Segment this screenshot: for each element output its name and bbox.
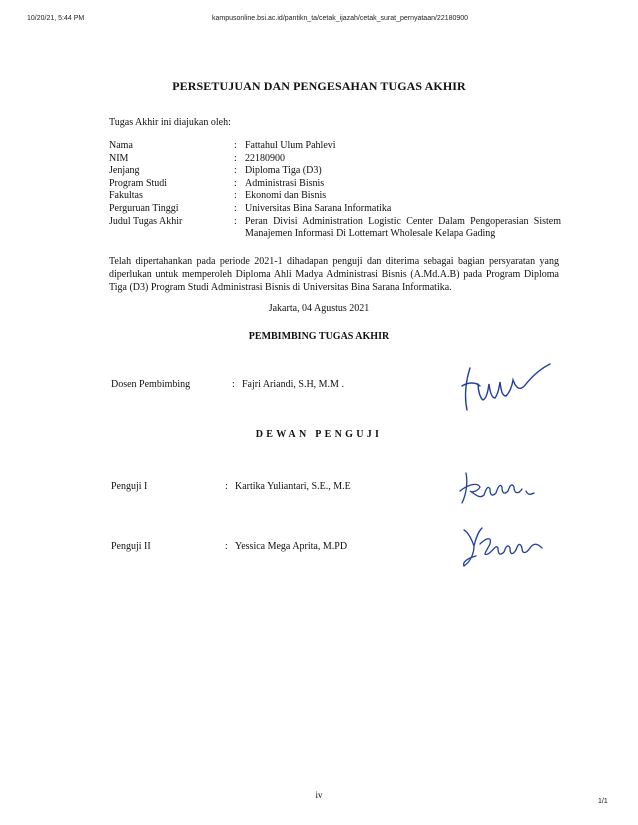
intro-text: Tugas Akhir ini diajukan oleh: xyxy=(109,117,231,128)
examiners-heading: DEWAN PENGUJI xyxy=(255,429,383,440)
examiner-row-2 xyxy=(111,541,347,552)
document-title: PERSETUJUAN DAN PENGESAHAN TUGAS AKHIR xyxy=(172,79,466,93)
field-colon: : xyxy=(234,152,237,164)
field-label: Fakultas xyxy=(109,190,143,202)
field-row-nama xyxy=(109,140,561,153)
field-label: Jenjang xyxy=(109,165,140,177)
field-row-program-studi xyxy=(109,178,561,191)
page-indicator: 1/1 xyxy=(598,798,608,805)
examiner-1-signature xyxy=(456,469,538,507)
field-value: Universitas Bina Sarana Informatika xyxy=(245,202,392,214)
defense-paragraph: Telah dipertahankan pada periode 2021-1 dihadapan penguji dan diterima sebagai bagian persyaratan yang diperlukan untuk memperoleh Diploma Ahli Madya Administrasi Bisnis (A.Md.A.B) pada Program Diploma Tiga (D3) Program Studi Administrasi Bisnis di Universitas Bina Sarana Informatika. xyxy=(109,256,559,293)
field-colon: : xyxy=(234,165,237,177)
advisor-label: Dosen Pembimbing xyxy=(111,379,191,390)
place-date: Jakarta, 04 Agustus 2021 xyxy=(268,303,370,314)
field-label: NIM xyxy=(109,152,129,164)
examiner-colon: : xyxy=(225,481,228,492)
field-row-judul xyxy=(109,216,561,241)
advisor-heading: PEMBIMBING TUGAS AKHIR xyxy=(248,331,390,342)
field-label: Perguruan Tinggi xyxy=(109,202,179,214)
field-label: Nama xyxy=(109,140,133,151)
field-colon: : xyxy=(234,215,237,227)
print-url: kampusonline.bsi.ac.id/pantikn_ta/cetak_ijazah/cetak_surat_pernyataan/22180900 xyxy=(212,15,469,22)
field-value: 22180900 xyxy=(245,152,285,164)
field-colon: : xyxy=(234,190,237,202)
field-colon: : xyxy=(234,202,237,214)
examiner-label: Penguji I xyxy=(111,481,148,492)
examiner-name: Yessica Mega Aprita, M.PD xyxy=(235,541,348,552)
advisor-colon: : xyxy=(232,379,235,390)
field-row-nim xyxy=(109,153,561,166)
field-row-perguruan-tinggi xyxy=(109,203,561,216)
field-row-jenjang xyxy=(109,165,561,178)
examiner-name: Kartika Yuliantari, S.E., M.E xyxy=(235,481,351,492)
field-label: Judul Tugas Akhir xyxy=(109,215,183,227)
field-value: Peran Divisi Administration Logistic Center Dalam Pengoperasian Sistem Manajemen Informasi Di Lottemart Wholesale Kelapa Gading xyxy=(245,215,561,240)
examiner-2-signature xyxy=(458,522,550,570)
field-row-fakultas xyxy=(109,190,561,203)
field-value: Ekonomi dan Bisnis xyxy=(245,190,327,202)
field-colon: : xyxy=(234,140,237,151)
examiner-colon: : xyxy=(225,541,228,552)
field-value: Diploma Tiga (D3) xyxy=(245,165,322,177)
field-value: Fattahul Ulum Pahlevi xyxy=(245,140,336,151)
print-timestamp: 10/20/21, 5:44 PM xyxy=(27,15,85,22)
advisor-name: Fajri Ariandi, S.H, M.M . xyxy=(242,379,344,390)
advisor-row xyxy=(111,379,344,390)
field-colon: : xyxy=(234,177,237,189)
examiner-row-1 xyxy=(111,481,351,492)
examiner-label: Penguji II xyxy=(111,541,151,552)
field-value: Administrasi Bisnis xyxy=(245,177,325,189)
advisor-signature xyxy=(458,360,558,416)
page-number: iv xyxy=(315,790,323,800)
field-label: Program Studi xyxy=(109,177,168,189)
student-fields xyxy=(109,140,561,241)
